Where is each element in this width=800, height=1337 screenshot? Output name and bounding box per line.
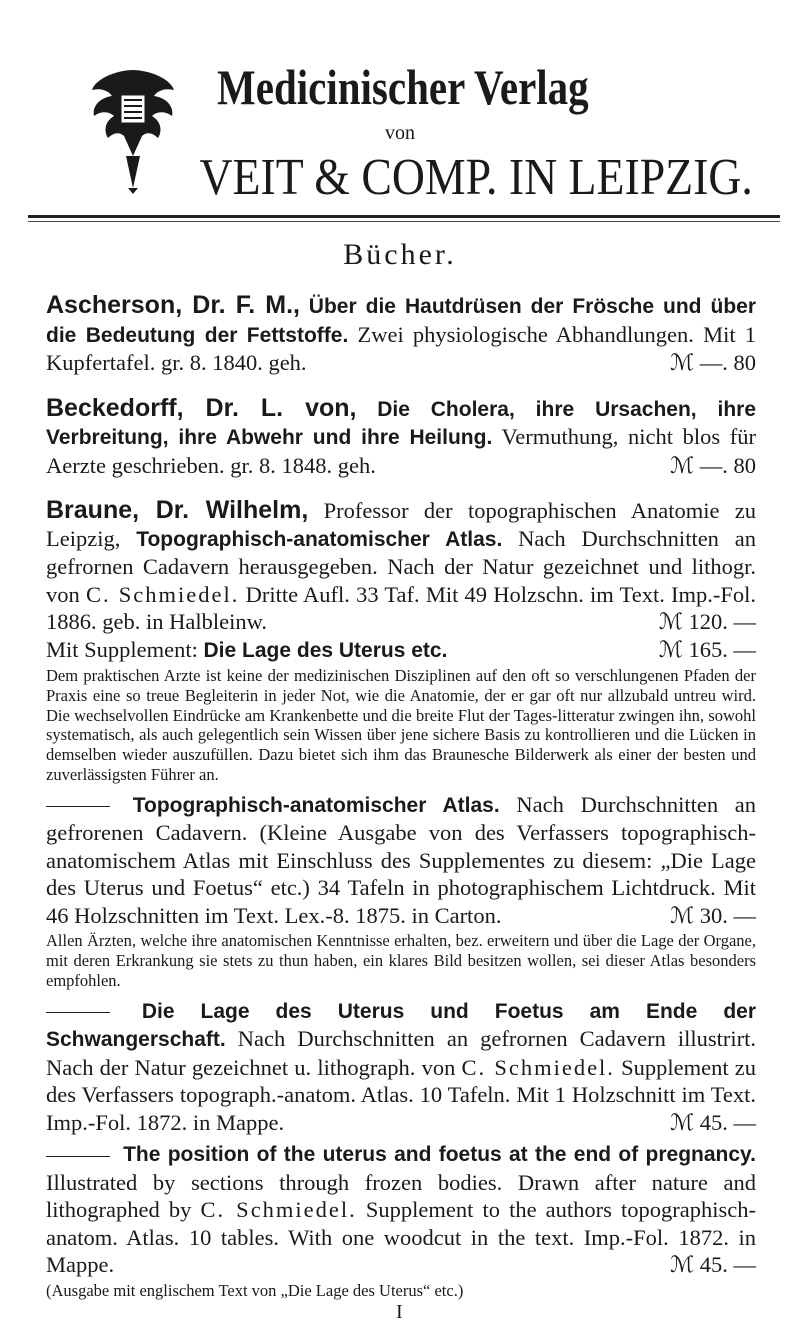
entry-author-role: Professor der topographischen Anatomie zu Leipzig, (46, 498, 757, 551)
entry-price: ℳ —. 80 (670, 452, 756, 478)
publisher-title: Medicinischer Verlag (217, 59, 589, 115)
book-entry-uterus-en (46, 1136, 756, 1323)
illustrator-name: C. Schmiedel. (200, 1197, 357, 1223)
entry-edition-note: (Ausgabe mit englischem Text von „Die Lage des Uterus“ etc.) (46, 1280, 464, 1300)
entry-price: ℳ 45. — (670, 1109, 756, 1135)
book-entry-uterus-de (46, 997, 756, 1137)
ditto-dash (46, 1012, 110, 1013)
entry-description: Nach Durchschnitten an gefrornen Cadavern herausgegeben. Nach der Natur gezeichnet und lithogr. von (46, 525, 757, 607)
illustrator-name: C. Schmiedel. (85, 581, 240, 607)
entry-title: Die Cholera, ihre Ursachen, ihre Verbreitung, ihre Abwehr und ihre Heilung. (46, 397, 757, 449)
ditto-dash (46, 806, 110, 807)
entry-review: Allen Ärzten, welche ihre anatomischen Kenntnisse erhalten, bez. erweitern und über die Lage der Organe, mit deren Erkrankung sie stets zu thun haben, ein klares Bild besitzen wollen, sei dieser Atlas besonders empfohlen. (46, 931, 756, 990)
publisher-name: VEIT & COMP. IN LEIPZIG. (199, 149, 753, 206)
entry-title: Die Lage des Uterus und Foetus am Ende der Schwangerschaft. (46, 999, 757, 1052)
entry-title: Topographisch-anatomischer Atlas. (132, 793, 500, 817)
book-entry-atlas-small (46, 791, 756, 991)
book-entry-ascherson (46, 292, 756, 377)
section-heading: Bücher. (343, 238, 457, 271)
entry-description-2: Dritte Aufl. 33 Taf. Mit 49 Holzschn. im Text. Imp.-Fol. 1886. geb. in Halbleinw. (46, 581, 757, 634)
entry-description-2: Supplement to the authors topographisch-anatom. Atlas. 10 tables. With one woodcut in the text. Imp.-Fol. 1872. in Mappe. (46, 1197, 756, 1278)
entry-price: ℳ 45. — (670, 1252, 756, 1278)
header-rule-thick (28, 215, 780, 218)
entry-price: ℳ 120. — (658, 609, 756, 634)
entry-title: Topographisch-anatomischer Atlas. (136, 527, 503, 551)
header-rule-thin (28, 221, 780, 222)
entry-review: Dem praktischen Arzte ist keine der medizinischen Disziplinen auf den oft so verschlungenen Pfaden der Praxis eine so treue Begleiterin in jeder Not, wie die Anatomie, der er gar oft nur allzubald untreu wird. Die wechselvollen Eindrücke am Krankenbette und die breite Flut der Tages-litteratur zwingen ihn, sowohl systematisch, als auch gelegentlich sein Wissen über jene sichere Basis zu kontrollieren und die Lücken in demselben wieder auszufüllen. Dazu bietet sich ihm das Braunesche Bilderwerk als einer der besten und zuverlässigsten Führer an. (46, 666, 756, 784)
entry-description: Illustrated by sections through frozen bodies. Drawn after nature and lithographed by (46, 1169, 756, 1223)
ditto-dash (46, 1156, 110, 1157)
illustrator-name: C. Schmiedel. (461, 1054, 615, 1080)
entry-title: Über die Hautdrüsen der Frösche und über die Bedeutung der Fettstoffe. (46, 295, 757, 347)
supplement-title: Die Lage des Uterus etc. (203, 638, 448, 662)
entry-author: Beckedorff, Dr. L. von, (46, 393, 357, 422)
entry-description: Vermuthung, nicht blos für Aerzte geschrieben. gr. 8. 1848. geh. (46, 424, 757, 478)
entry-author: Ascherson, Dr. F. M., (46, 291, 300, 319)
supplement-price: ℳ 165. — (658, 636, 756, 662)
publisher-von: von (385, 122, 415, 144)
book-list (46, 292, 756, 1323)
entry-author: Braune, Dr. Wilhelm, (46, 496, 309, 524)
entry-description: Zwei physiologische Abhandlungen. Mit 1 Kupfertafel. gr. 8. 1840. geh. (46, 321, 756, 375)
entry-description: Nach Durchschnitten an gefrorenen Cadavern. (Kleine Ausgabe von des Verfassers topographisch-anatomischem Atlas mit Einschluss des Supplementes zu diesem: „Die Lage des Uterus und Foetus“ etc.) 34 Tafeln in photographischem Lichtdruck. Mit 46 Holzschnitten im Text. Lex.-8. 1875. in Carton. (46, 791, 757, 928)
signature-mark: I (396, 1300, 403, 1323)
entry-price: ℳ —. 80 (670, 350, 756, 375)
entry-title: The position of the uterus and foetus at the end of pregnancy. (123, 1143, 756, 1167)
supplement-label: Mit Supplement: (46, 636, 198, 662)
entry-description-2: Supplement zu des Verfassers topograph.-anatom. Atlas. 10 Tafeln. Mit 1 Holzschnitt im Text. Imp.-Fol. 1872. in Mappe. (46, 1054, 757, 1135)
book-entry-braune (46, 497, 756, 785)
book-entry-beckedorff (46, 395, 756, 480)
entry-description: Nach Durchschnitten an gefrornen Cadavern illustrirt. Nach der Natur gezeichnet u. lithograph. von (46, 1026, 756, 1080)
entry-price: ℳ 30. — (670, 902, 756, 928)
